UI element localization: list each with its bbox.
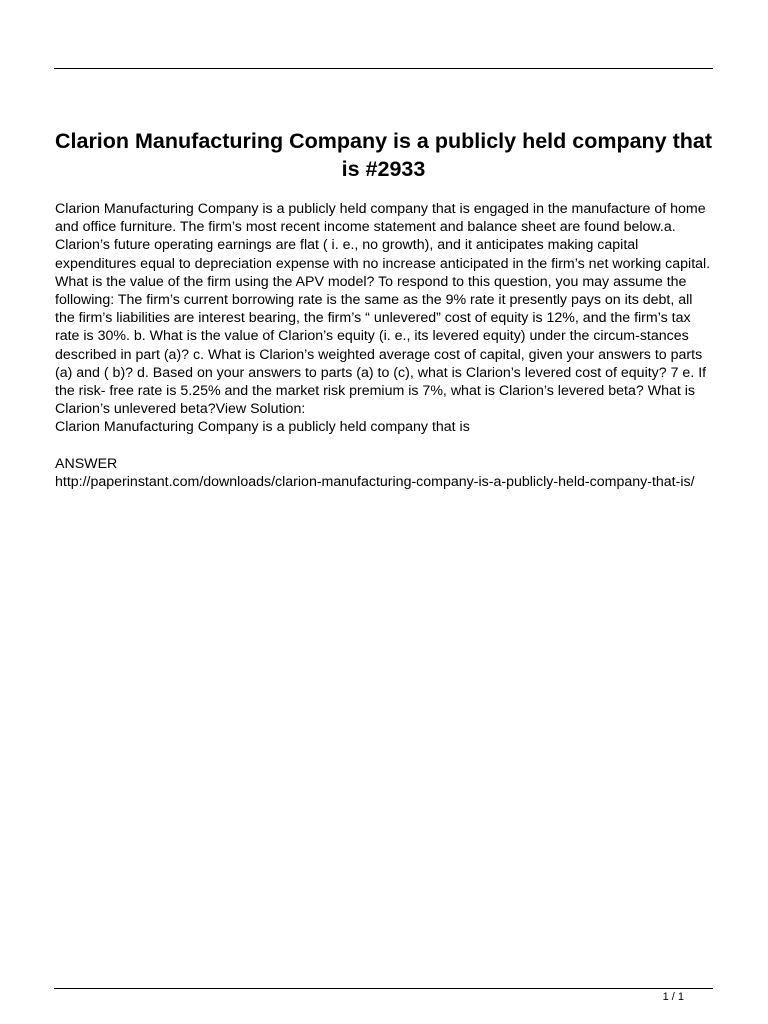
question-paragraph: Clarion Manufacturing Company is a publicly held company that is engaged in the manufacture of home and office furniture. The firm’s most recent income statement and balance sheet are found below.a. Clarion’s future operating earnings are flat ( i. e., no growth), and it anticipates making capital expenditures equal to depreciation expense with no increase anticipated in the firm’s net working capital. What is the value of the firm using the APV model? To respond to this question, you may assume the following: The firm’s current borrowing rate is the same as the 9% rate it presently pays on its debt, all the firm’s liabilities are interest bearing, the firm’s “ unlevered” cost of equity is 12%, and the firm’s tax rate is 30%. b. What is the value of Clarion’s equity (i. e., its levered equity) under the circum-stances described in part (a)? c. What is Clarion’s weighted average cost of capital, given your answers to parts (a) and ( b)? d. Based on your answers to parts (a) to (c), what is Clarion’s levered cost of equity? 7 e. If the risk- free rate is 5.25% and the market risk premium is 7%, what is Clarion’s levered beta? What is Clarion’s unlevered beta?View Solution:: [55, 201, 711, 418]
document-body: [55, 200, 715, 491]
repeat-line: Clarion Manufacturing Company is a publicly held company that is: [55, 419, 470, 436]
footer-rule: [54, 988, 713, 989]
answer-label: ANSWER: [55, 455, 118, 472]
document-title: Clarion Manufacturing Company is a publicly held company that is #2933: [54, 129, 713, 181]
answer-link[interactable]: http://paperinstant.com/downloads/clarion-manufacturing-company-is-a-publicly-held-company-that-is/: [55, 473, 695, 490]
header-rule: [54, 68, 713, 69]
spacer: [55, 437, 715, 455]
page-number: 1 / 1: [662, 991, 684, 1003]
